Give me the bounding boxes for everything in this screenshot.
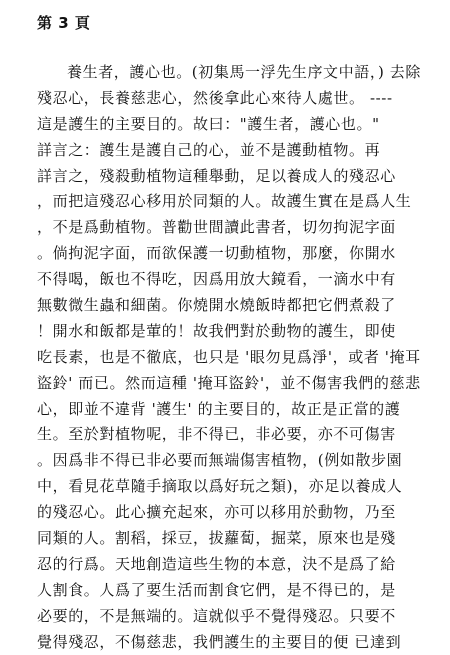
text-line: 人割食。人爲了要生活而割食它們，是不得已的，是 (37, 580, 396, 599)
text-line: ，不是爲動植物。普勸世間讀此書者，切勿拘泥字面 (37, 218, 396, 237)
text-line: 吃長素，也是不徹底，也只是 '眼勿見爲淨'，或者 '掩耳 (37, 347, 421, 366)
text-line: 盜鈴' 而已。然而這種 '掩耳盜鈴'，並不傷害我們的慈悲 (37, 373, 421, 392)
text-line: 不得喝，飯也不得吃，因爲用放大鏡看，一滴水中有 (37, 270, 396, 289)
text-line: ，而把這殘忍心移用於同類的人。故護生實在是爲人生 (37, 192, 412, 211)
text-line: 心，即並不違背 '護生' 的主要目的，故正是正當的護 (37, 399, 401, 418)
text-line: 詳言之，殘殺動植物這種舉動，足以養成人的殘忍心 (37, 166, 396, 185)
body-text (37, 60, 432, 655)
text-line: 無數微生蟲和細菌。你燒開水燒飯時都把它們煮殺了 (37, 296, 396, 315)
text-line: 養生者，護心也。(初集馬一浮先生序文中語，) 去除 (67, 63, 421, 81)
text-line: 中，看見花草隨手摘取以爲好玩之類)，亦足以養成人 (37, 477, 403, 496)
text-line: 這是護生的主要目的。故曰："護生者，護心也。" (37, 114, 380, 133)
text-line: 生。至於對植物呢，非不得已，非必要，亦不可傷害 (37, 425, 396, 444)
text-line: 必要的，不是無端的。這就似乎不覺得殘忍。只要不 (37, 606, 396, 625)
text-line: 覺得殘忍，不傷慈悲，我們護生的主要目的便 已達到 (37, 632, 402, 651)
text-line: 殘忍心，長養慈悲心，然後拿此心來待人處世。 ---- (37, 88, 393, 107)
text-line: 忍的行爲。天地創造這些生物的本意，決不是爲了給 (37, 554, 396, 573)
page-number: 第 3 頁 (37, 14, 91, 32)
text-line: 詳言之：護生是護自己的心，並不是護動植物。再 (37, 140, 381, 159)
text-line: 。因爲非不得已非必要而無端傷害植物，(例如散步園 (37, 451, 403, 470)
text-line: 。倘拘泥字面，而欲保護一切動植物，那麼，你開水 (37, 244, 396, 263)
text-line: 的殘忍心。此心擴充起來，亦可以移用於動物，乃至 (37, 503, 396, 522)
text-line: ！開水和飯都是葷的！故我們對於動物的護生，即使 (37, 321, 396, 340)
text-line: 同類的人。割稻，採豆，拔蘿蔔，掘菜，原來也是殘 (37, 529, 396, 548)
